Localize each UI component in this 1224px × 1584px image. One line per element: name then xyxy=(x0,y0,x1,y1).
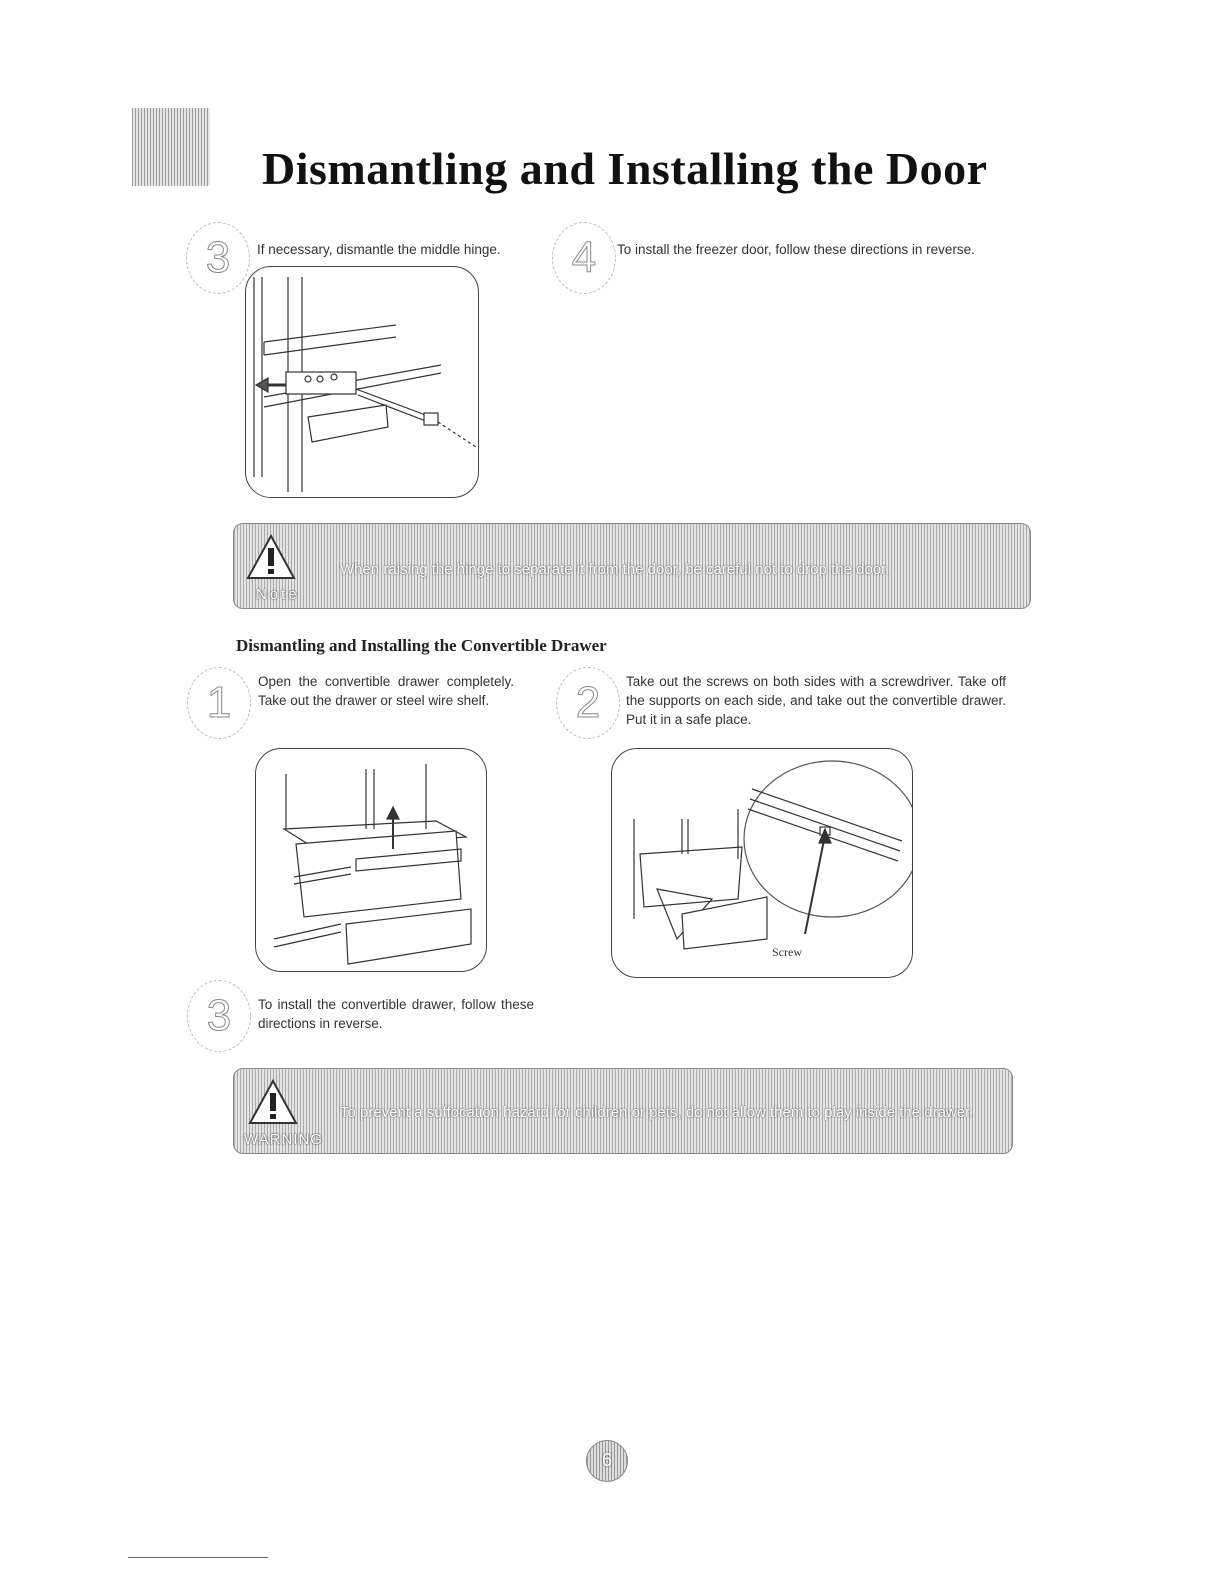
page-title: Dismantling and Installing the Door xyxy=(262,143,988,194)
note-text: When raising the hinge to separate it from the door, be careful not to drop the door. xyxy=(340,561,890,578)
section-heading: Dismantling and Installing the Convertible Drawer xyxy=(236,636,607,655)
hinge-illustration xyxy=(245,266,479,498)
step-number-circle: 1 xyxy=(187,667,251,739)
warning-triangle-icon xyxy=(248,1079,298,1125)
hinge-drawing xyxy=(246,267,478,497)
door-step-4-text: To install the freezer door, follow these directions in reverse. xyxy=(617,242,975,257)
footer-line xyxy=(128,1557,268,1558)
warning-label: WARNING xyxy=(244,1131,323,1148)
screw-removal-drawing xyxy=(612,749,912,977)
title-decoration-block xyxy=(132,108,210,186)
screw-label: Screw xyxy=(772,945,802,959)
door-step-3-text: If necessary, dismantle the middle hinge. xyxy=(257,242,501,257)
step-number-circle: 2 xyxy=(556,667,620,739)
note-label: Note xyxy=(256,586,300,603)
step-number-circle: 4 xyxy=(552,222,616,294)
page-number-badge: 6 xyxy=(586,1440,628,1482)
warning-triangle-icon xyxy=(246,534,296,580)
screw-removal-illustration xyxy=(611,748,913,978)
drawer-step-3-text: To install the convertible drawer, follow these directions in reverse. xyxy=(258,997,534,1031)
drawer-open-illustration xyxy=(255,748,487,972)
drawer-step-2-text: Take out the screws on both sides with a screwdriver. Take off the supports on each side, and take out the convertible drawer. Put it in a safe place. xyxy=(626,674,1006,727)
warning-text: To prevent a suffocation hazard for children or pets, do not allow them to play inside the drawer. xyxy=(340,1104,974,1121)
warning-banner xyxy=(233,1068,1013,1154)
note-banner xyxy=(233,523,1031,609)
drawer-open-drawing xyxy=(256,749,486,971)
drawer-step-1-text: Open the convertible drawer completely. Take out the drawer or steel wire shelf. xyxy=(258,674,514,708)
step-number-circle: 3 xyxy=(186,222,250,294)
step-number-circle: 3 xyxy=(187,980,251,1052)
